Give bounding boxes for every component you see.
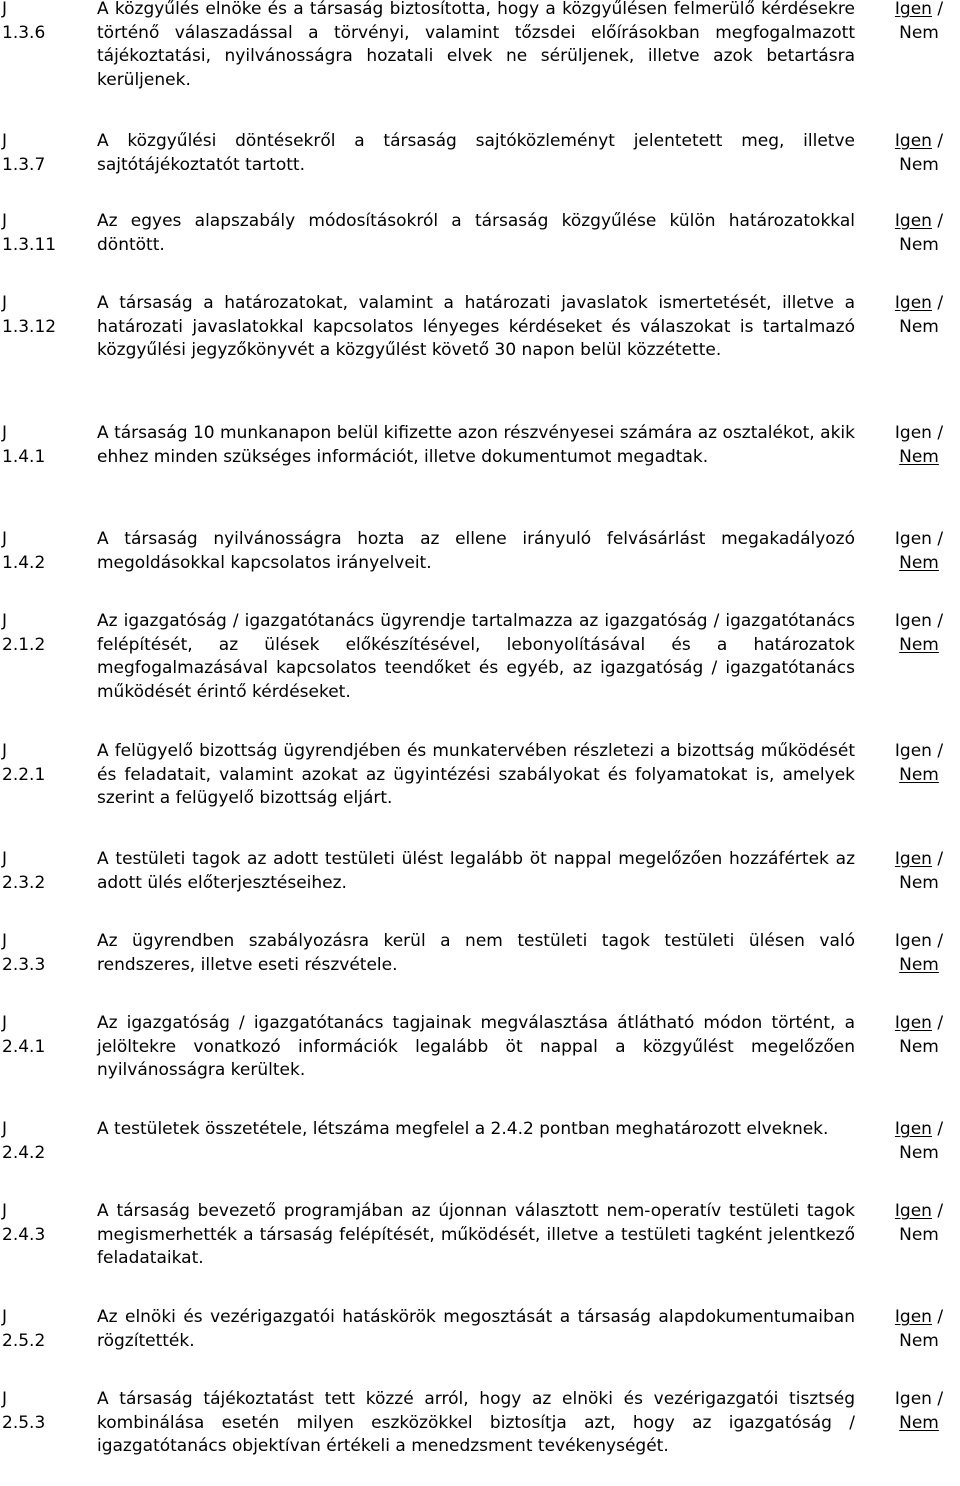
row-statement: A társaság bevezető programjában az újonnan választott nem-operatív testületi tagok megismerhették a társaság felépítését, működését, illetve a testületi tagként jelentkező feladataikat. — [97, 1201, 855, 1268]
row-code-letter: J — [2, 741, 8, 761]
answer-igen: Igen / — [894, 0, 944, 19]
answer-nem: Nem — [899, 316, 939, 337]
row-code — [2, 210, 90, 257]
answer-nem: Nem — [899, 954, 939, 975]
answer-nem: Nem — [899, 22, 939, 43]
row-code-number: 1.4.2 — [2, 552, 46, 573]
row-answer — [878, 1200, 960, 1247]
answer-igen: Igen / — [894, 931, 944, 951]
row-code-number: 1.3.6 — [2, 22, 46, 43]
row-code-number: 1.4.1 — [2, 446, 46, 467]
row-code-letter: J — [2, 1201, 8, 1221]
row-code — [2, 292, 90, 339]
answer-nem: Nem — [899, 1036, 939, 1057]
row-answer — [878, 1388, 960, 1435]
row-code-letter: J — [2, 611, 8, 631]
row-code — [2, 1012, 90, 1059]
row-answer — [878, 610, 960, 657]
row-code — [2, 528, 90, 575]
row-code — [2, 848, 90, 895]
answer-igen: Igen / — [894, 741, 944, 761]
answer-igen: Igen / — [894, 423, 944, 443]
answer-nem: Nem — [899, 446, 939, 467]
row-answer — [878, 292, 960, 339]
row-statement: A társaság 10 munkanapon belül kifizette azon részvényesei számára az osztalékot, akik ehhez minden szükséges információt, illetve dokumentumot megadtak. — [97, 423, 855, 467]
row-code-number: 2.5.2 — [2, 1330, 46, 1351]
row-statement: Az igazgatóság / igazgatótanács ügyrendje tartalmazza az igazgatóság / igazgatótanács felépítését, az ülések előkészítésével, lebonyolításával és a határozatok megfogalmazásával kapcsolatos teendőket és egyéb, az igazgatóság / igazgatótanács működését érintő kérdéseket. — [97, 611, 855, 702]
answer-igen: Igen / — [894, 1307, 944, 1327]
answer-igen: Igen / — [894, 529, 944, 549]
row-statement: Az elnöki és vezérigazgatói hatáskörök megosztását a társaság alapdokumentumaiban rögzítették. — [97, 1307, 855, 1351]
row-statement: A társaság nyilvánosságra hozta az ellene irányuló felvásárlást megakadályozó megoldásokkal kapcsolatos irányelveit. — [97, 529, 855, 573]
row-answer — [878, 848, 960, 895]
row-code-letter: J — [2, 211, 8, 231]
row-code — [2, 740, 90, 787]
row-code-letter: J — [2, 1307, 8, 1327]
row-code — [2, 610, 90, 657]
row-code — [2, 0, 90, 45]
row-statement: Az igazgatóság / igazgatótanács tagjainak megválasztása átlátható módon történt, a jelöltekre vonatkozó információk legalább öt nappal a közgyűlést megelőzően nyilvánosságra kerültek. — [97, 1013, 855, 1080]
row-code — [2, 930, 90, 977]
answer-igen: Igen / — [894, 611, 944, 631]
row-code-number: 2.2.1 — [2, 764, 46, 785]
row-statement: Az egyes alapszabály módosításokról a társaság közgyűlése külön határozatokkal döntött. — [97, 211, 855, 255]
row-code — [2, 422, 90, 469]
row-code-letter: J — [2, 1119, 8, 1139]
answer-igen: Igen / — [894, 849, 944, 869]
row-statement: Az ügyrendben szabályozásra kerül a nem testületi tagok testületi ülésen való rendszeres, illetve eseti részvétele. — [97, 931, 855, 975]
row-answer — [878, 422, 960, 469]
row-code-letter: J — [2, 0, 8, 19]
answer-nem: Nem — [899, 1330, 939, 1351]
row-answer — [878, 210, 960, 257]
row-code-number: 1.3.7 — [2, 154, 46, 175]
row-statement: A testületek összetétele, létszáma megfelel a 2.4.2 pontban meghatározott elveknek. — [97, 1119, 829, 1139]
row-code-letter: J — [2, 423, 8, 443]
answer-nem: Nem — [899, 154, 939, 175]
row-code-letter: J — [2, 1013, 8, 1033]
row-code-number: 2.3.2 — [2, 872, 46, 893]
answer-nem: Nem — [899, 764, 939, 785]
row-answer — [878, 930, 960, 977]
row-code-number: 2.4.3 — [2, 1224, 46, 1245]
row-answer — [878, 1118, 960, 1165]
row-code-number: 2.4.2 — [2, 1142, 46, 1163]
answer-nem: Nem — [899, 1224, 939, 1245]
answer-nem: Nem — [899, 634, 939, 655]
row-code-number: 2.4.1 — [2, 1036, 46, 1057]
answer-igen: Igen / — [894, 293, 944, 313]
answer-igen: Igen / — [894, 1013, 944, 1033]
row-code-letter: J — [2, 293, 8, 313]
row-answer — [878, 528, 960, 575]
row-code-number: 2.1.2 — [2, 634, 46, 655]
row-answer — [878, 0, 960, 45]
row-code-number: 2.5.3 — [2, 1412, 46, 1433]
row-statement: A közgyűlés elnöke és a társaság biztosította, hogy a közgyűlésen felmerülő kérdésekre történő válaszadással a törvényi, valamint tőzsdei előírásokban megfogalmazott tájékoztatási, nyilvánosságra hozatali elvek ne sérüljenek, illetve azok betartásra kerüljenek. — [97, 0, 855, 90]
row-code — [2, 1388, 90, 1435]
row-code — [2, 1200, 90, 1247]
row-statement: A közgyűlési döntésekről a társaság sajtóközleményt jelentetett meg, illetve sajtótájékoztatót tartott. — [97, 131, 855, 175]
row-code-letter: J — [2, 529, 8, 549]
answer-igen: Igen / — [894, 131, 944, 151]
answer-nem: Nem — [899, 234, 939, 255]
row-statement: A társaság a határozatokat, valamint a határozati javaslatok ismertetését, illetve a határozati javaslatokkal kapcsolatos lényeges kérdéseket és válaszokat is tartalmazó közgyűlési jegyzőkönyvét a közgyűlést követő 30 napon belül közzétette. — [97, 293, 855, 360]
row-code-letter: J — [2, 1389, 8, 1409]
row-statement: A testületi tagok az adott testületi ülést legalább öt nappal megelőzően hozzáfértek az adott ülés előterjesztéseihez. — [97, 849, 855, 893]
answer-nem: Nem — [899, 552, 939, 573]
row-code-number: 1.3.11 — [2, 234, 57, 255]
row-answer — [878, 130, 960, 177]
answer-igen: Igen / — [894, 1389, 944, 1409]
row-answer — [878, 1012, 960, 1059]
row-answer — [878, 740, 960, 787]
row-code — [2, 1118, 90, 1165]
row-code-number: 2.3.3 — [2, 954, 46, 975]
answer-nem: Nem — [899, 1142, 939, 1163]
row-code-letter: J — [2, 131, 8, 151]
row-code — [2, 1306, 90, 1353]
row-answer — [878, 1306, 960, 1353]
row-statement: A társaság tájékoztatást tett közzé arról, hogy az elnöki és vezérigazgatói tisztség kombinálása esetén milyen eszközökkel biztosítja azt, hogy az igazgatóság / igazgatótanács objektívan értékeli a menedzsment tevékenységét. — [97, 1389, 855, 1456]
row-code-letter: J — [2, 849, 8, 869]
answer-nem: Nem — [899, 872, 939, 893]
row-code-number: 1.3.12 — [2, 316, 57, 337]
row-code-letter: J — [2, 931, 8, 951]
answer-igen: Igen / — [894, 211, 944, 231]
row-code — [2, 130, 90, 177]
answer-nem: Nem — [899, 1412, 939, 1433]
row-statement: A felügyelő bizottság ügyrendjében és munkatervében részletezi a bizottság működését és feladatait, valamint azokat az ügyintézési szabályokat és folyamatokat is, amelyek szerint a felügyelő bizottság eljárt. — [97, 741, 855, 808]
answer-igen: Igen / — [894, 1201, 944, 1221]
answer-igen: Igen / — [894, 1119, 944, 1139]
